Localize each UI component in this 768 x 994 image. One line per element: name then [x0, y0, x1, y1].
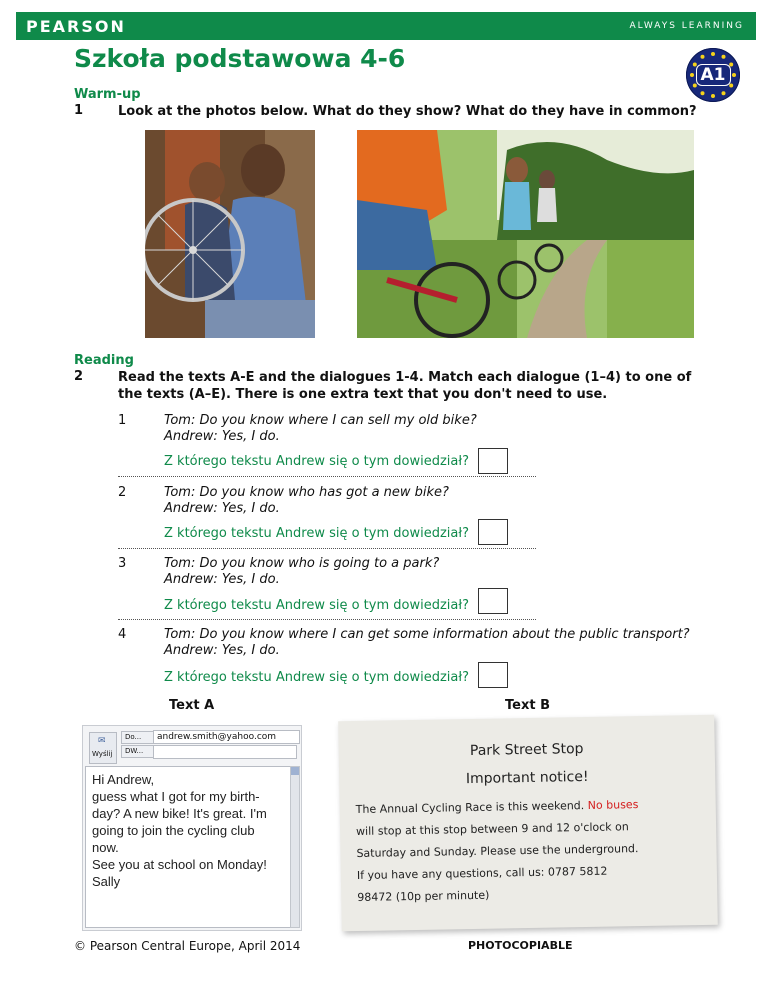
email-line: Sally [92, 874, 121, 889]
footer-copyright: © Pearson Central Europe, April 2014 [74, 939, 301, 953]
dialogue-number: 3 [118, 556, 127, 571]
dialogue-number: 2 [118, 485, 127, 500]
answer-box-1[interactable] [478, 448, 508, 474]
cc-field[interactable] [153, 745, 297, 759]
notice-line-2: will stop at this stop between 9 and 12 o'clock on [356, 820, 629, 838]
photo-kids-cycling [357, 130, 694, 338]
source-question: Z którego tekstu Andrew się o tym dowiedział? [164, 526, 469, 541]
scrollbar[interactable] [290, 766, 300, 928]
dialogue-tom: Tom: Do you know who is going to a park? [164, 556, 440, 571]
source-question: Z którego tekstu Andrew się o tym dowiedział? [164, 598, 469, 613]
dialogue-andrew: Andrew: Yes, I do. [164, 643, 280, 658]
dialogue-number: 1 [118, 413, 127, 428]
text-b-label: Text B [505, 698, 550, 713]
text-a-label: Text A [169, 698, 215, 713]
dialogue-andrew: Andrew: Yes, I do. [164, 501, 280, 516]
notice-line-1 [356, 798, 639, 816]
answer-box-3[interactable] [478, 588, 508, 614]
divider [118, 619, 536, 620]
notice-text: The Annual Cycling Race is this weekend. [355, 799, 585, 817]
to-field[interactable]: andrew.smith@yahoo.com [153, 730, 300, 744]
answer-box-2[interactable] [478, 519, 508, 545]
footer-photocopiable: PHOTOCOPIABLE [468, 939, 573, 952]
email-line: day? A new bike! It's great. I'm [92, 806, 267, 821]
header-tagline: ALWAYS LEARNING [629, 21, 744, 31]
header-bar [16, 12, 756, 40]
notice-paper [338, 715, 718, 932]
notice-no-buses: No buses [587, 798, 639, 812]
email-window [82, 725, 302, 931]
warmup-instruction: Look at the photos below. What do they show? What do they have in common? [118, 104, 697, 119]
source-question: Z którego tekstu Andrew się o tym dowiedział? [164, 454, 469, 469]
email-line: guess what I got for my birth- [92, 789, 260, 804]
notice-line-4: If you have any questions, call us: 0787 5812 [356, 864, 608, 882]
level-badge [686, 48, 740, 102]
notice-subheading: Important notice! [465, 768, 589, 788]
source-question: Z którego tekstu Andrew się o tym dowiedział? [164, 670, 469, 685]
dialogue-andrew: Andrew: Yes, I do. [164, 429, 280, 444]
envelope-icon: ✉ [98, 736, 106, 746]
divider [118, 548, 536, 549]
dialogue-tom: Tom: Do you know who has got a new bike? [164, 485, 449, 500]
dialogue-andrew: Andrew: Yes, I do. [164, 572, 280, 587]
reading-number: 2 [74, 369, 84, 384]
notice-line-3: Saturday and Sunday. Please use the underground. [356, 842, 639, 860]
email-line: now. [92, 840, 119, 855]
email-body[interactable] [85, 766, 291, 928]
to-button[interactable]: Do... [121, 731, 154, 744]
dialogue-tom: Tom: Do you know where I can sell my old bike? [164, 413, 477, 428]
scroll-up-icon[interactable] [291, 767, 299, 775]
send-label: Wyślij [92, 750, 113, 758]
reading-instruction-line2: the texts (A–E). There is one extra text that you don't need to use. [118, 387, 608, 402]
dialogue-number: 4 [118, 627, 127, 642]
page-title: Szkoła podstawowa 4-6 [74, 44, 406, 73]
email-line: going to join the cycling club [92, 823, 255, 838]
answer-box-4[interactable] [478, 662, 508, 688]
cc-button[interactable]: DW... [121, 745, 154, 758]
level-label: A1 [696, 64, 731, 86]
send-button[interactable] [89, 732, 117, 764]
email-line: Hi Andrew, [92, 772, 155, 787]
photo-fixing-bike [145, 130, 315, 338]
email-line: See you at school on Monday! [92, 857, 267, 872]
pearson-logo: PEARSON [26, 17, 126, 36]
divider [118, 476, 536, 477]
dialogue-tom: Tom: Do you know where I can get some information about the public transport? [164, 627, 690, 642]
notice-heading: Park Street Stop [469, 741, 584, 760]
reading-instruction-line1: Read the texts A-E and the dialogues 1-4. Match each dialogue (1–4) to one of [118, 370, 692, 385]
reading-heading: Reading [74, 353, 134, 368]
notice-line-5: 98472 (10p per minute) [357, 888, 490, 904]
warmup-heading: Warm-up [74, 87, 141, 102]
warmup-number: 1 [74, 103, 84, 118]
